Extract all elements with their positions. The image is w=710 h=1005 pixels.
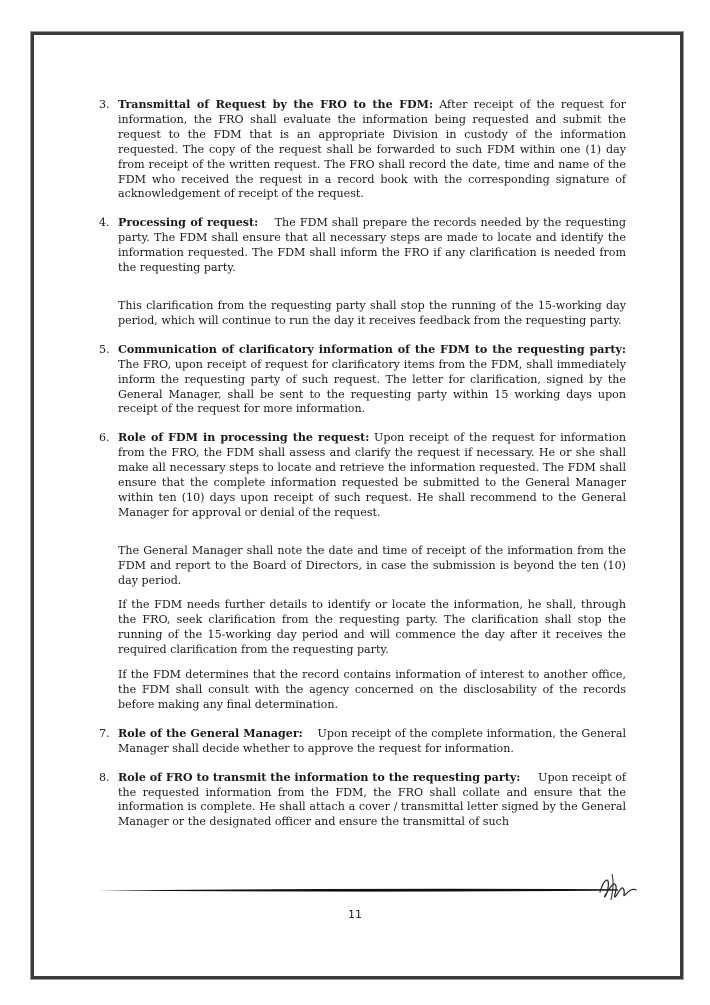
list-item-8 [99, 770, 626, 831]
item-paragraph: The General Manager shall note the date and time of receipt of the information from the FDM and report to the Board of Directors, in case the submission is beyond the ten (10) day period. [118, 543, 626, 587]
page-number: 11 [348, 908, 362, 921]
item-heading: Role of FDM in processing the request: [118, 431, 370, 445]
item-body: The FRO, upon receipt of request for clarificatory items from the FDM, shall immediately inform the requesting party of such request. The letter for clarification, signed by the General Manager, shall be sent to the requesting party within 15 working days upon receipt of the request for more information. [118, 357, 626, 416]
item-paragraph: This clarification from the requesting party shall stop the running of the 15-working day period, which will continue to run the day it receives feedback from the requesting party. [118, 298, 626, 327]
item-number: 5. [99, 342, 110, 356]
item-number: 7. [99, 726, 110, 740]
item-heading: Role of the General Manager: [118, 726, 303, 740]
item-body: Upon receipt of the request for information from the FRO, the FDM shall assess and clarify the request if necessary. He or she shall make all necessary steps to locate and retrieve the information requested. The FDM shall ensure that the complete information requested be submitted to the General Manager within ten (10) days upon receipt of such request. He shall recommend to the General Manager for approval or denial of the request. [118, 431, 626, 519]
item-number: 8. [99, 770, 110, 784]
list-item-6 [99, 431, 626, 713]
item-text [118, 343, 626, 418]
item-text [118, 216, 626, 276]
item-number: 6. [99, 431, 110, 445]
list-item-7 [99, 726, 626, 757]
item-paragraph: If the FDM determines that the record contains information of interest to another office, the FDM shall consult with the agency concerned on the disclosability of the records before making any final determination. [118, 668, 626, 711]
signature-icon [592, 870, 640, 904]
item-heading: Role of FRO to transmit the information to the requesting party: [118, 770, 521, 784]
footer-rule [98, 888, 618, 893]
list-item-4 [99, 216, 626, 328]
item-body: Upon receipt of the requested information from the FDM, the FRO shall collate and ensure that the information is complete. He shall attach a cover / transmittal letter signed by the General Manager or the designated officer and ensure the transmittal of such [118, 770, 626, 829]
item-body: Upon receipt of the complete information, the General Manager shall decide whether to approve the request for information. [118, 726, 626, 755]
item-number: 3. [99, 98, 110, 111]
item-body: The FDM shall prepare the records needed by the requesting party. The FDM shall ensure that all necessary steps are made to locate and identify the information requested. The FDM shall inform the FRO if any clarification is needed from the requesting party. [118, 216, 626, 275]
list-item-3 [99, 98, 626, 202]
item-text [118, 771, 626, 831]
list-item-5 [99, 342, 626, 418]
item-heading: Processing of request: [118, 216, 259, 230]
item-body: After receipt of the request for information, the FRO shall evaluate the information being requested and submit the request to the FDM that is an appropriate Division in custody of the information requested. The copy of the request shall be forwarded to such FDM within one (1) day from receipt of the written request. The FRO shall record the date, time and name of the FDM who received the request in a record book with the corresponding signature of acknowledgement of receipt of the request. [118, 98, 626, 201]
document-body [99, 98, 626, 844]
item-text [118, 98, 626, 202]
item-text [118, 727, 626, 757]
item-paragraph: If the FDM needs further details to identify or locate the information, he shall, through the FRO, seek clarification from the requesting party. The clarification shall stop the running of the 15-working day period and will commence the day after it receives the required clarification from the requesting party. [118, 598, 626, 657]
item-text [118, 431, 626, 520]
item-number: 4. [99, 216, 110, 230]
item-heading: Communication of clarificatory information of the FDM to the requesting party: [118, 342, 626, 356]
item-heading: Transmittal of Request by the FRO to the FDM: [118, 98, 434, 111]
